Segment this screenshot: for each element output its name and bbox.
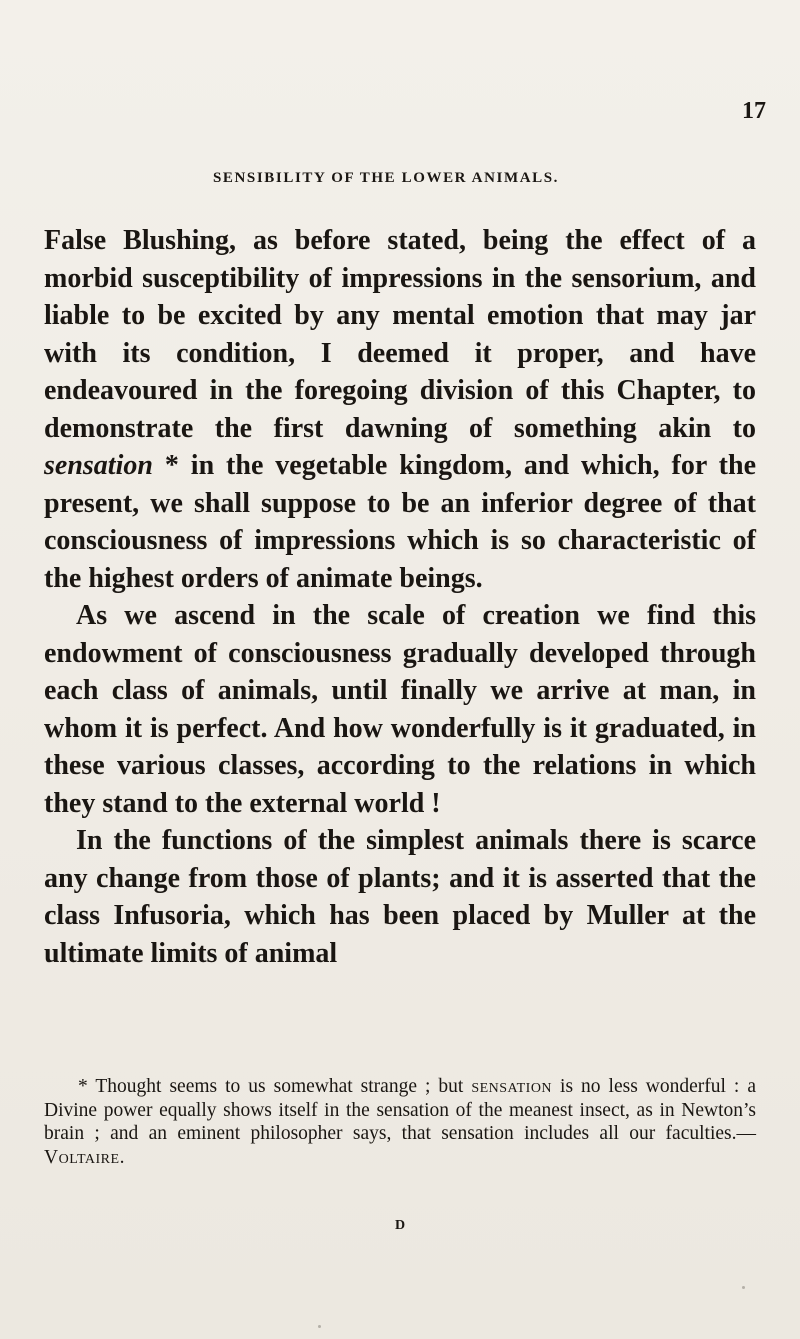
footnote <box>44 1075 756 1169</box>
footnote-attribution: Voltaire <box>44 1146 120 1168</box>
page-number: 17 <box>742 98 766 124</box>
footnote-text <box>44 1075 756 1169</box>
body-text <box>44 222 756 972</box>
paragraph-3: In the functions of the simplest animals there is scarce any change from those of plants; and it is asserted that the class Infusoria, which has been placed by Muller at the ultimate limits of animal <box>44 825 756 969</box>
paragraph-1-text-after: * in the vegetable kingdom, and which, for the present, we shall suppose to be an inferior degree of that consciousness of impressions which is so characteristic of the highest orders of animate beings. <box>44 450 756 594</box>
running-head: SENSIBILITY OF THE LOWER ANIMALS. <box>212 170 560 186</box>
footnote-end: . <box>119 1146 125 1168</box>
paragraph-2: As we ascend in the scale of creation we find this endowment of consciousness gradually developed through each class of animals, until finally we arrive at man, in whom it is perfect. And how wonderfully is it graduated, in these various classes, according to the relations in which they stand to the external world ! <box>44 600 756 819</box>
paper-speck <box>318 1325 321 1328</box>
paper-speck <box>742 1286 745 1289</box>
paragraph-1 <box>44 222 756 597</box>
paragraph-1-text-before: False Blushing, as before stated, being the effect of a morbid susceptibility of impressions in the sensorium, and liable to be excited by any mental emotion that may jar with its condition, I deemed it proper, and have endeavoured in the foregoing division of this Chapter, to demonstrate the first dawning of something akin to <box>44 225 756 444</box>
signature-mark: D <box>394 1218 406 1233</box>
emphasis-sensation: sensation <box>44 450 153 481</box>
footnote-smallcaps-sensation: sensation <box>471 1076 553 1097</box>
footnote-part-2: is no less wonderful : a Divine power equally shows itself in the sensation of the meanest insect, as in Newton’s brain ; and an eminent philosopher says, that sensation includes all our faculties.— <box>44 1076 756 1144</box>
footnote-part-1: * Thought seems to us somewhat strange ; but <box>78 1076 472 1097</box>
